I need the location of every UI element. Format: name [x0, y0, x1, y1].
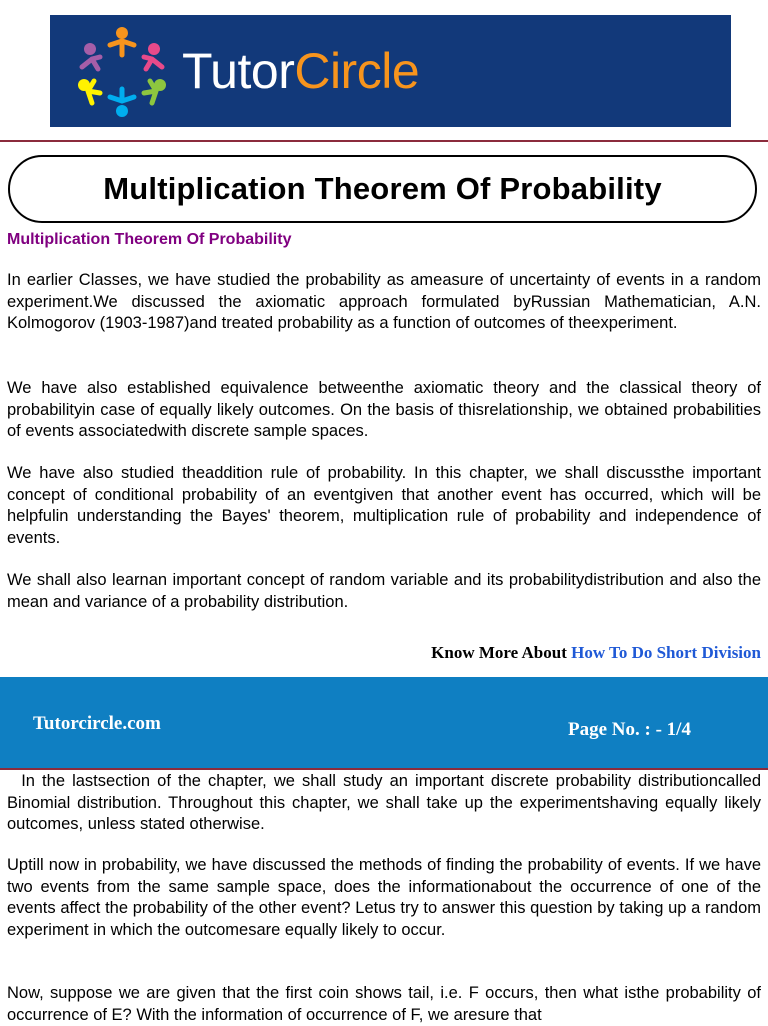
- tutorcircle-people-logo-icon: [72, 23, 172, 119]
- footer-page-number: Page No. : - 1/4: [568, 719, 691, 740]
- continuation-paragraph-2: Uptill now in probability, we have discussed the methods of finding the probability of events. If we have two events from the same sample space, does the informationabout the occurrence of one of the events affect the probability of the other event? Letus try to answer this question by taking up a random experiment in which the outcomesare equally likely to occur.: [7, 856, 761, 939]
- page-title: Multiplication Theorem Of Probability: [103, 171, 662, 206]
- know-more-line: [431, 643, 761, 663]
- paragraph-1: In earlier Classes, we have studied the probability as ameasure of uncertainty of events in a random experiment.We discussed the axiomatic approach formulated byRussian Mathematician, A.N. Kolmogorov (1903-1987)and treated probability as a function of outcomes of theexperiment.: [7, 271, 761, 333]
- know-more-label: Know More About: [431, 643, 567, 662]
- continuation-paragraph-1: In the lastsection of the chapter, we shall study an important discrete probability distributioncalled Binomial distribution. Throughout this chapter, we shall take up the experimentshaving equally likely outcomes, unless stated otherwise.: [7, 772, 766, 834]
- logo-word-circle: Circle: [294, 43, 420, 99]
- section-heading: Multiplication Theorem Of Probability: [7, 231, 292, 248]
- continuation-paragraph-3: Now, suppose we are given that the first coin shows tail, i.e. F occurs, then what isthe probability of occurrence of E? With the information of occurrence of F, we aresure that: [7, 984, 761, 1024]
- paragraph-3: We have also studied theaddition rule of probability. In this chapter, we shall discussthe important concept of conditional probability of an eventgiven that another event has occurred, which will be helpfulin understanding the Bayes' theorem, multiplication rule of probability and independence of events.: [7, 464, 761, 547]
- paragraph-2: We have also established equivalence betweenthe axiomatic theory and the classical theory of probabilityin case of equally likely outcomes. On the basis of thisrelationship, we obtained probabilities of events associatedwith discrete sample spaces.: [7, 379, 761, 441]
- know-more-link[interactable]: How To Do Short Division: [571, 643, 761, 662]
- tutorcircle-logo-wordmark: [182, 41, 419, 101]
- title-box: [8, 155, 757, 223]
- footer-site-name: Tutorcircle.com: [33, 713, 161, 734]
- logo-word-tutor: Tutor: [182, 43, 295, 99]
- header-banner: [50, 15, 731, 127]
- header-divider: [0, 140, 768, 142]
- paragraph-4: We shall also learnan important concept of random variable and its probabilitydistribution and also the mean and variance of a probability distribution.: [7, 571, 761, 611]
